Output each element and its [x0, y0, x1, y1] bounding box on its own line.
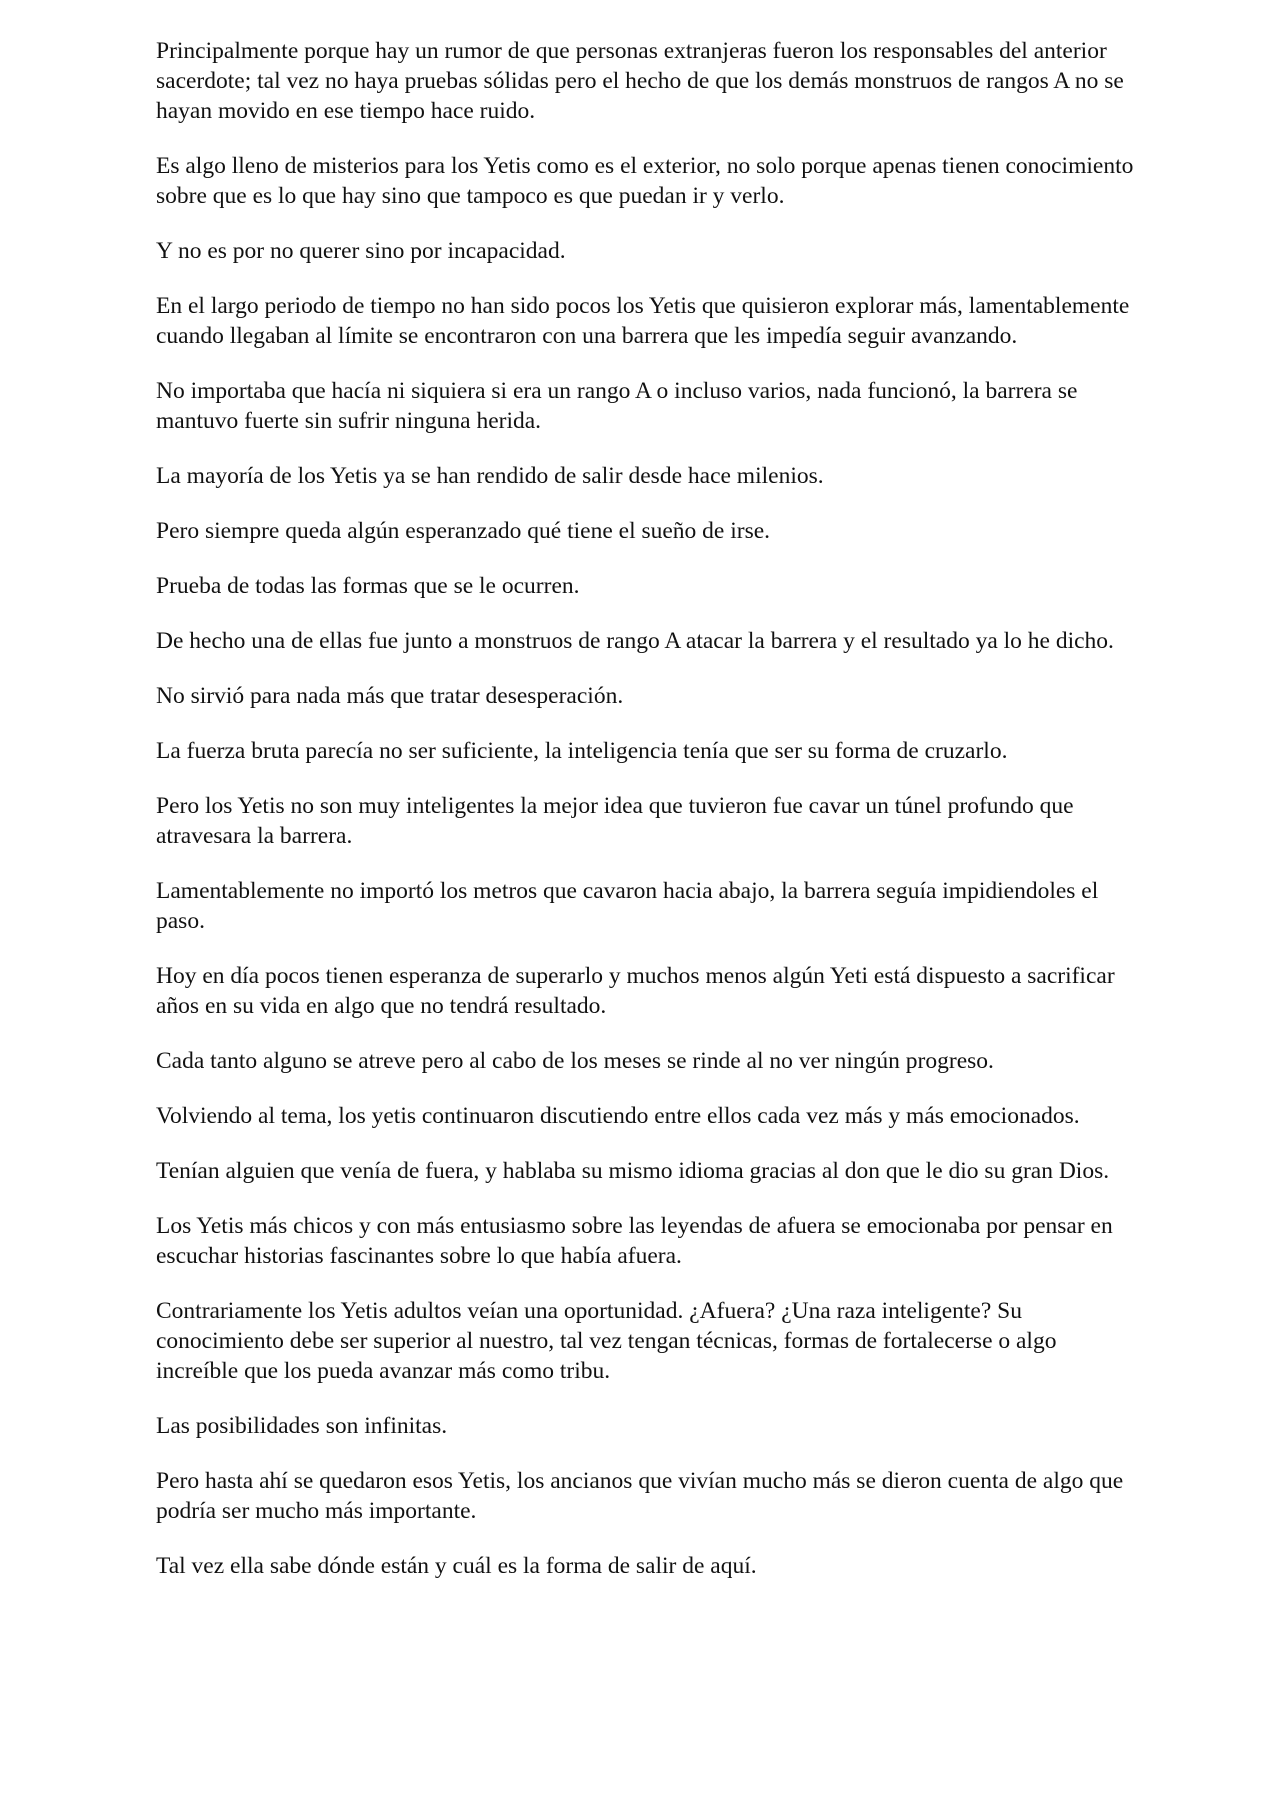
- paragraph: Pero siempre queda algún esperanzado qué tiene el sueño de irse.: [156, 518, 771, 544]
- paragraph: Tenían alguien que venía de fuera, y hablaba su mismo idioma gracias al don que le dio su gran Dios.: [156, 1158, 1110, 1184]
- paragraph: Tal vez ella sabe dónde están y cuál es la forma de salir de aquí.: [156, 1553, 757, 1579]
- paragraph: La fuerza bruta parecía no ser suficiente, la inteligencia tenía que ser su forma de cruzarlo.: [156, 738, 1008, 764]
- paragraph: De hecho una de ellas fue junto a monstruos de rango A atacar la barrera y el resultado ya lo he dicho.: [156, 628, 1114, 654]
- paragraph: Lamentablemente no importó los metros que cavaron hacia abajo, la barrera seguía impidiendoles el paso.: [156, 878, 1099, 934]
- paragraph: Hoy en día pocos tienen esperanza de superarlo y muchos menos algún Yeti está dispuesto a sacrificar años en su vida en algo que no tendrá resultado.: [156, 963, 1115, 1019]
- paragraph: Es algo lleno de misterios para los Yetis como es el exterior, no solo porque apenas tienen conocimiento sobre que es lo que hay sino que tampoco es que puedan ir y verlo.: [156, 153, 1134, 209]
- paragraph: Contrariamente los Yetis adultos veían una oportunidad. ¿Afuera? ¿Una raza inteligente? Su conocimiento debe ser superior al nuestro, tal vez tengan técnicas, formas de fortalecerse o algo increíble que los pueda avanzar más como tribu.: [156, 1298, 1057, 1384]
- paragraph: Cada tanto alguno se atreve pero al cabo de los meses se rinde al no ver ningún progreso.: [156, 1048, 994, 1074]
- paragraph: Volviendo al tema, los yetis continuaron discutiendo entre ellos cada vez más y más emocionados.: [156, 1103, 1080, 1129]
- paragraph: Los Yetis más chicos y con más entusiasmo sobre las leyendas de afuera se emocionaba por pensar en escuchar historias fascinantes sobre lo que había afuera.: [156, 1213, 1113, 1269]
- paragraph: Principalmente porque hay un rumor de que personas extranjeras fueron los responsables del anterior sacerdote; tal vez no haya pruebas sólidas pero el hecho de que los demás monstruos de rangos A no se hayan movido en ese tiempo hace ruido.: [156, 38, 1124, 124]
- paragraph: Las posibilidades son infinitas.: [156, 1413, 448, 1439]
- paragraph: No importaba que hacía ni siquiera si era un rango A o incluso varios, nada funcionó, la barrera se mantuvo fuerte sin sufrir ninguna herida.: [156, 378, 1078, 434]
- paragraph: No sirvió para nada más que tratar desesperación.: [156, 683, 624, 709]
- paragraph: Prueba de todas las formas que se le ocurren.: [156, 573, 580, 599]
- paragraph: Y no es por no querer sino por incapacidad.: [156, 238, 566, 264]
- paragraph: Pero los Yetis no son muy inteligentes la mejor idea que tuvieron fue cavar un túnel profundo que atravesara la barrera.: [156, 793, 1074, 849]
- paragraph: Pero hasta ahí se quedaron esos Yetis, los ancianos que vivían mucho más se dieron cuenta de algo que podría ser mucho más importante.: [156, 1468, 1124, 1524]
- paragraph: La mayoría de los Yetis ya se han rendido de salir desde hace milenios.: [156, 463, 824, 489]
- paragraph: En el largo periodo de tiempo no han sido pocos los Yetis que quisieron explorar más, lamentablemente cuando llegaban al límite se encontraron con una barrera que les impedía seguir avanzando.: [156, 293, 1130, 349]
- document-page: [156, 36, 1136, 1606]
